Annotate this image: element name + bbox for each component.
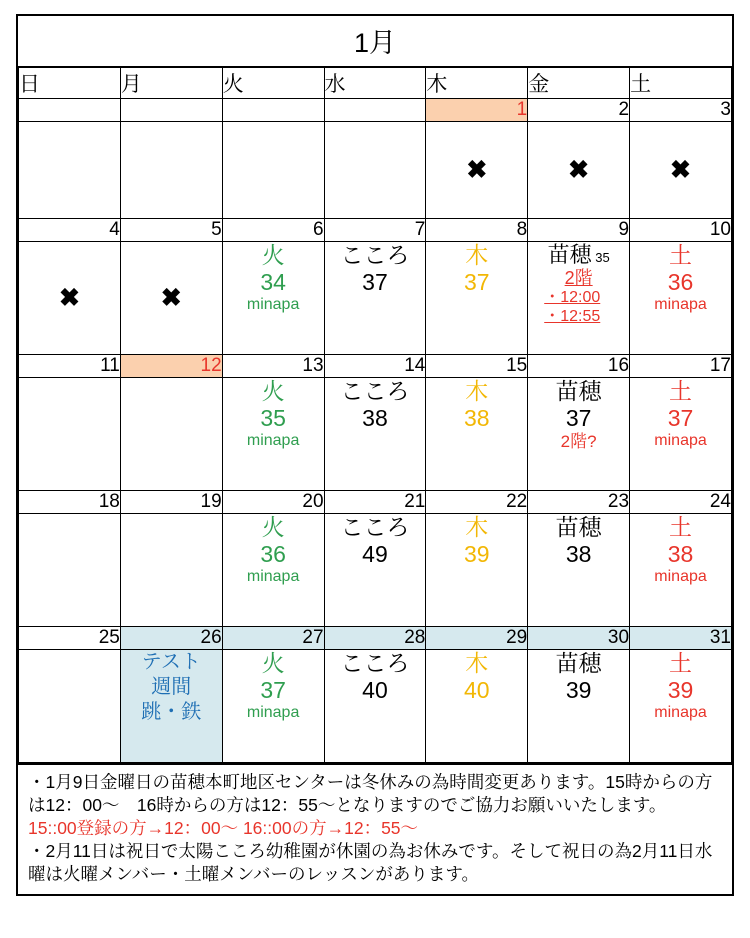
day-cell-class[interactable] (426, 514, 528, 627)
calendar-body (19, 99, 732, 763)
day-cell-closed[interactable] (528, 122, 630, 219)
day-number-cell[interactable]: 1 (426, 99, 528, 122)
day-cell-class[interactable] (324, 650, 426, 763)
day-cell-empty[interactable] (222, 122, 324, 219)
day-cell-empty[interactable] (19, 650, 121, 763)
note-line-1: ・1月9日金曜日の苗穂本町地区センターは冬休みの為時間変更あります。15時からの方は12：00〜 16時からの方は12：55〜となりますのでご協力お願いいたします。 (28, 772, 713, 816)
day-number-cell[interactable]: 26 (120, 627, 222, 650)
day-number-cell[interactable]: 19 (120, 491, 222, 514)
class-number: 37 (565, 405, 592, 432)
class-title: 火 (261, 378, 285, 404)
class-venue: minapa (654, 568, 707, 586)
day-number-cell[interactable]: 15 (426, 355, 528, 378)
day-number-cell[interactable]: 4 (19, 219, 121, 242)
day-cell-class[interactable] (222, 242, 324, 355)
weekday-header-sat: 土 (630, 68, 732, 99)
day-number-cell[interactable]: 24 (630, 491, 732, 514)
calendar-table (18, 67, 732, 763)
class-number: 37 (464, 269, 490, 296)
day-cell-class[interactable] (222, 514, 324, 627)
calendar-frame (16, 14, 734, 765)
class-number: 35 (260, 405, 286, 432)
class-title: 土 (669, 514, 693, 540)
class-number: 38 (565, 541, 592, 568)
day-number-cell[interactable]: 7 (324, 219, 426, 242)
cross-icon: ✖ (160, 284, 182, 312)
day-content-row (19, 514, 732, 627)
day-number-cell[interactable]: 25 (19, 627, 121, 650)
class-number: 37 (667, 405, 694, 432)
class-number: 36 (667, 269, 694, 296)
day-cell-test-week[interactable] (120, 650, 222, 763)
class-venue: minapa (654, 432, 707, 450)
day-number-row (19, 491, 732, 514)
weekday-header-mon: 月 (120, 68, 222, 99)
test-week-label (121, 650, 222, 725)
day-cell-empty[interactable] (120, 378, 222, 491)
class-number: 35 (591, 250, 610, 265)
class-title: 土 (669, 650, 693, 676)
class-venue: minapa (246, 296, 300, 314)
day-cell-empty[interactable] (19, 122, 121, 219)
class-venue: minapa (246, 568, 300, 586)
day-content-row (19, 242, 732, 355)
day-cell-class[interactable] (528, 650, 630, 763)
weekday-header-thu: 木 (426, 68, 528, 99)
class-title: 苗穂 (555, 514, 602, 540)
class-title: 木 (465, 650, 489, 676)
class-number: 39 (464, 541, 490, 568)
day-number-cell[interactable]: 21 (324, 491, 426, 514)
day-number-cell[interactable]: 10 (630, 219, 732, 242)
day-number-cell[interactable]: 16 (528, 355, 630, 378)
day-number-cell[interactable]: 14 (324, 355, 426, 378)
day-cell-class[interactable] (324, 378, 426, 491)
day-number-cell[interactable]: 27 (222, 627, 324, 650)
class-title: 火 (261, 242, 285, 268)
class-title: 火 (261, 514, 285, 540)
day-number-cell[interactable]: 3 (630, 99, 732, 122)
weekday-header-wed: 水 (324, 68, 426, 99)
day-cell-empty[interactable] (120, 122, 222, 219)
naibo-time: ・12:55 (544, 308, 601, 326)
note-line-2: 15::00登録の方→12：00〜 16::00の方→12：55〜 (28, 818, 419, 839)
day-number-row (19, 627, 732, 650)
day-number-cell[interactable]: 5 (120, 219, 222, 242)
day-cell-closed[interactable] (19, 242, 121, 355)
day-number-cell[interactable]: 8 (426, 219, 528, 242)
class-number: 37 (362, 269, 388, 296)
day-number-cell[interactable]: 17 (630, 355, 732, 378)
notes-section (16, 765, 734, 896)
naibo-floor: 2階 (564, 267, 593, 288)
class-number: 40 (464, 677, 490, 704)
test-week-line: テスト (141, 651, 201, 673)
class-venue: minapa (654, 704, 707, 722)
day-content-row (19, 650, 732, 763)
class-number: 49 (362, 541, 388, 568)
day-number-cell[interactable]: 12 (120, 355, 222, 378)
class-number: 38 (667, 541, 694, 568)
day-number-cell[interactable] (120, 99, 222, 122)
day-cell-class[interactable] (630, 378, 732, 491)
class-title: こころ (340, 650, 410, 676)
naibo-time: ・12:00 (544, 289, 601, 307)
day-number-cell[interactable]: 29 (426, 627, 528, 650)
test-week-line: 週間 (151, 676, 192, 698)
class-number: 39 (667, 677, 694, 704)
day-number-cell[interactable]: 13 (222, 355, 324, 378)
class-title: 木 (465, 378, 489, 404)
day-cell-closed[interactable] (120, 242, 222, 355)
day-number-cell[interactable]: 9 (528, 219, 630, 242)
class-number: 34 (260, 269, 286, 296)
day-cell-class[interactable] (630, 242, 732, 355)
day-cell-class[interactable] (426, 242, 528, 355)
class-number: 38 (464, 405, 490, 432)
test-week-line: 跳・鉄 (141, 701, 202, 723)
cross-icon: ✖ (568, 156, 590, 184)
day-cell-class[interactable] (528, 514, 630, 627)
day-number-cell[interactable]: 18 (19, 491, 121, 514)
day-cell-class[interactable] (324, 514, 426, 627)
day-content-row (19, 378, 732, 491)
class-title: 火 (261, 650, 285, 676)
naibo-header (528, 242, 629, 268)
day-cell-empty[interactable] (19, 514, 121, 627)
cross-icon: ✖ (466, 156, 488, 184)
weekday-header-sun: 日 (19, 68, 121, 99)
class-number: 40 (362, 677, 388, 704)
class-number: 38 (362, 405, 388, 432)
class-number: 37 (260, 677, 286, 704)
day-cell-closed[interactable] (426, 122, 528, 219)
day-cell-class[interactable] (222, 378, 324, 491)
weekday-header-tue: 火 (222, 68, 324, 99)
class-title: 木 (465, 242, 489, 268)
cross-icon: ✖ (670, 156, 691, 184)
day-cell-closed[interactable] (630, 122, 732, 219)
day-number-cell[interactable] (324, 99, 426, 122)
class-note: 2階? (560, 432, 597, 452)
class-title: こころ (340, 378, 410, 404)
day-number-cell[interactable]: 22 (426, 491, 528, 514)
day-cell-class[interactable] (426, 378, 528, 491)
class-title: 土 (669, 378, 693, 404)
day-cell-class[interactable] (630, 514, 732, 627)
day-number-cell[interactable] (222, 99, 324, 122)
class-venue: minapa (246, 704, 300, 722)
class-title: 苗穂 (547, 242, 592, 267)
day-number-row (19, 219, 732, 242)
day-number-cell[interactable]: 11 (19, 355, 121, 378)
day-cell-class[interactable] (630, 650, 732, 763)
day-cell-class[interactable] (426, 650, 528, 763)
day-number-cell[interactable] (19, 99, 121, 122)
class-number: 39 (565, 677, 592, 704)
day-number-row (19, 355, 732, 378)
class-venue: minapa (246, 432, 300, 450)
day-number-row (19, 99, 732, 122)
day-number-cell[interactable]: 23 (528, 491, 630, 514)
day-cell-naibo[interactable] (528, 242, 630, 355)
class-number: 36 (260, 541, 286, 568)
class-venue: minapa (654, 296, 707, 314)
class-title: こころ (340, 242, 410, 268)
class-title: 苗穂 (555, 650, 602, 676)
day-cell-class[interactable] (528, 378, 630, 491)
class-title: 苗穂 (555, 378, 602, 404)
class-title: こころ (340, 514, 410, 540)
day-content-row (19, 122, 732, 219)
weekday-header-fri: 金 (528, 68, 630, 99)
class-title: 木 (465, 514, 489, 540)
day-number-cell[interactable]: 20 (222, 491, 324, 514)
day-cell-empty[interactable] (120, 514, 222, 627)
day-cell-empty[interactable] (19, 378, 121, 491)
day-cell-class[interactable] (222, 650, 324, 763)
day-number-cell[interactable]: 30 (528, 627, 630, 650)
month-title: 1月 (18, 16, 732, 67)
class-title: 土 (669, 242, 693, 268)
day-number-cell[interactable]: 28 (324, 627, 426, 650)
weekday-header-row (19, 68, 732, 99)
day-cell-empty[interactable] (324, 122, 426, 219)
day-cell-class[interactable] (324, 242, 426, 355)
day-number-cell[interactable]: 31 (630, 627, 732, 650)
cross-icon: ✖ (58, 284, 80, 312)
day-number-cell[interactable]: 6 (222, 219, 324, 242)
note-line-3: ・2月11日は祝日で太陽こころ幼稚園が休園の為お休みです。そして祝日の為2月11日水曜は火曜メンバー・土曜メンバーのレッスンがあります。 (28, 841, 713, 885)
day-number-cell[interactable]: 2 (528, 99, 630, 122)
